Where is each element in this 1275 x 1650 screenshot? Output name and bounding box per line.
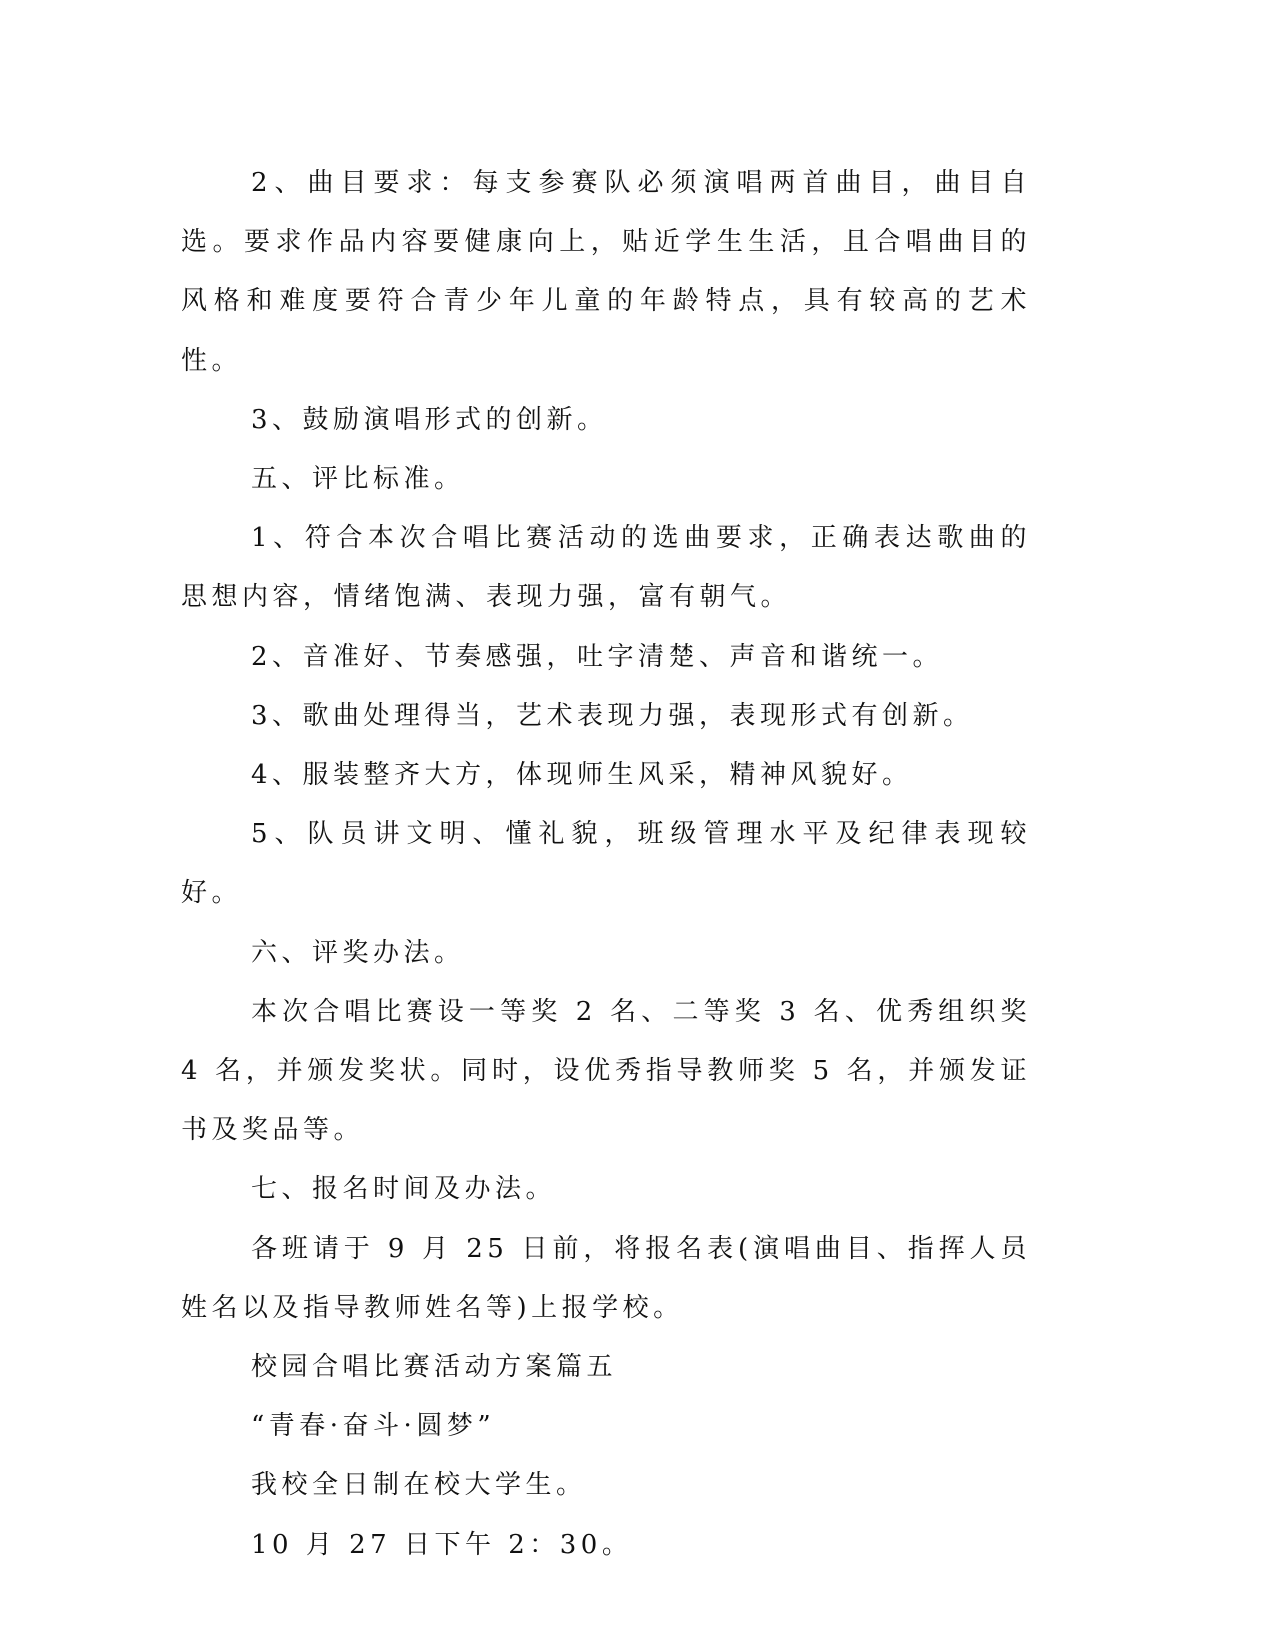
paragraph-criteria-5: 5、队员讲文明、懂礼貌，班级管理水平及纪律表现较好。 bbox=[181, 819, 1031, 909]
paragraph-awards: 本次合唱比赛设一等奖 2 名、二等奖 3 名、优秀组织奖 4 名，并颁发奖状。同时，设优秀指导教师奖 5 名，并颁发证书及奖品等。 bbox=[181, 996, 1031, 1146]
paragraph-criteria-1: 1、符合本次合唱比赛活动的选曲要求，正确表达歌曲的思想内容，情绪饱满、表现力强，富有朝气。 bbox=[181, 523, 1031, 613]
paragraph-theme: “青春·奋斗·圆梦” bbox=[251, 1411, 496, 1442]
paragraph-criteria-3: 3、歌曲处理得当，艺术表现力强，表现形式有创新。 bbox=[251, 700, 974, 731]
document-body bbox=[181, 154, 1031, 1575]
paragraph-participants: 我校全日制在校大学生。 bbox=[251, 1470, 587, 1501]
section-heading-registration: 七、报名时间及办法。 bbox=[251, 1174, 557, 1205]
paragraph-time: 10 月 27 日下午 2：30。 bbox=[251, 1529, 633, 1560]
paragraph-registration: 各班请于 9 月 25 日前，将报名表(演唱曲目、指挥人员姓名以及指导教师姓名等)上报学校。 bbox=[181, 1233, 1031, 1323]
section-heading-awards: 六、评奖办法。 bbox=[251, 937, 465, 968]
section-title-plan-five: 校园合唱比赛活动方案篇五 bbox=[251, 1352, 618, 1383]
paragraph-innovation: 3、鼓励演唱形式的创新。 bbox=[251, 404, 608, 435]
paragraph-song-requirements: 2、曲目要求：每支参赛队必须演唱两首曲目，曲目自选。要求作品内容要健康向上，贴近学生生活，且合唱曲目的风格和难度要符合青少年儿童的年龄特点，具有较高的艺术性。 bbox=[181, 168, 1031, 376]
paragraph-criteria-4: 4、服装整齐大方，体现师生风采，精神风貌好。 bbox=[251, 760, 913, 791]
section-heading-criteria: 五、评比标准。 bbox=[251, 464, 465, 495]
paragraph-criteria-2: 2、音准好、节奏感强，吐字清楚、声音和谐统一。 bbox=[251, 641, 944, 672]
